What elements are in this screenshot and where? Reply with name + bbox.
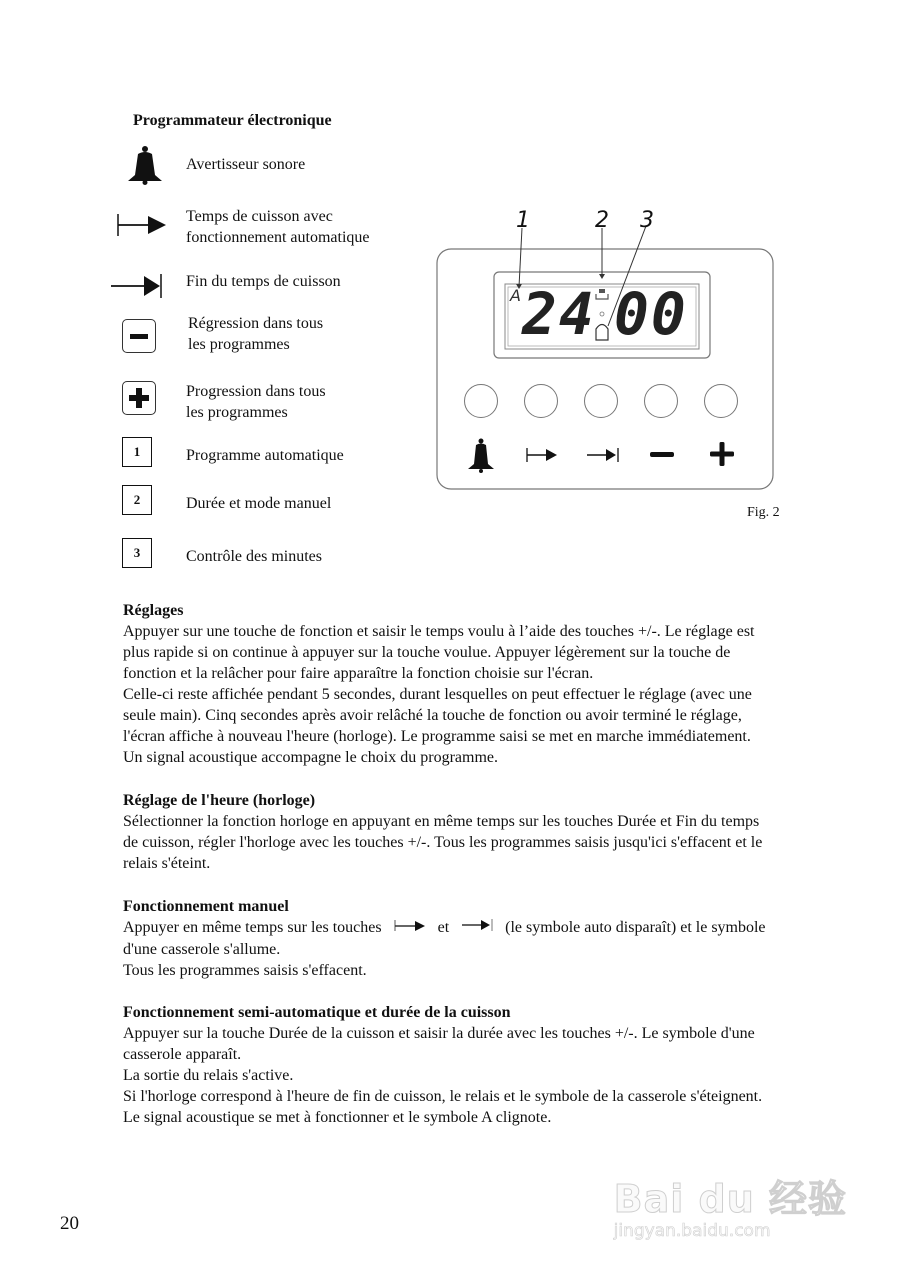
section-heading: Réglages: [123, 602, 184, 619]
legend-item-progression: [186, 381, 326, 423]
legend-item-end-time: Fin du temps de cuisson: [186, 273, 341, 290]
paragraph-line: La sortie du relais s'active.: [123, 1067, 294, 1084]
display-auto-indicator: A: [510, 286, 521, 305]
display-hours: 24: [522, 280, 596, 348]
legend-text-line: les programmes: [188, 336, 290, 353]
paragraph-line: Celle-ci reste affichée pendant 5 secondes, durant lesquelles on peut effectuer le réglage (avec une: [123, 686, 752, 703]
section-heading: Fonctionnement semi-automatique et durée de la cuisson: [123, 1004, 511, 1021]
section-semi-automatic: [123, 1002, 843, 1128]
number-box-1: 1: [122, 437, 152, 467]
minus-button[interactable]: [644, 384, 678, 418]
number-box-3: 3: [122, 538, 152, 568]
minus-key-icon: [122, 319, 156, 353]
minus-icon: [650, 452, 674, 457]
legend-text-line: fonctionnement automatique: [186, 229, 370, 246]
section-settings: [123, 600, 843, 768]
callout-2: 2: [595, 208, 609, 233]
inline-text: Appuyer en même temps sur les touches: [123, 919, 382, 936]
paragraph-line: l'écran affiche à nouveau l'heure (horloge). Le programme saisi se met en marche immédiatement.: [123, 728, 751, 745]
section-clock-setting: [123, 790, 843, 874]
watermark-url: jingyan.baidu.com: [613, 1221, 771, 1241]
legend-item-duration-manual: Durée et mode manuel: [186, 495, 332, 512]
paragraph-line: seule main). Cinq secondes après avoir relâché la touche de fonction ou avoir terminé le réglage,: [123, 707, 742, 724]
paragraph-line: d'une casserole s'allume.: [123, 941, 281, 959]
start-arrow-icon: [526, 445, 560, 470]
callout-1: 1: [516, 208, 530, 233]
legend-item-minute-control: Contrôle des minutes: [186, 548, 322, 565]
legend-text-line: Progression dans tous: [186, 383, 326, 400]
paragraph-line: plus rapide si on continue à appuyer sur la touche voulue. Appuyer légèrement sur la touche de: [123, 644, 731, 661]
paragraph-line: Le signal acoustique se met à fonctionner et le symbole A clignote.: [123, 1109, 552, 1126]
paragraph-line: relais s'éteint.: [123, 855, 211, 872]
end-arrow-icon: [110, 271, 164, 306]
legend-item-auto-program: Programme automatique: [186, 447, 344, 464]
watermark: [614, 1168, 847, 1241]
legend-item-alarm: Avertisseur sonore: [186, 156, 306, 173]
figure-caption: Fig. 2: [747, 505, 780, 520]
end-arrow-icon: [461, 917, 495, 939]
section-heading: Réglage de l'heure (horloge): [123, 792, 316, 809]
control-panel-figure: [430, 200, 790, 500]
legend-item-regression: [188, 313, 323, 355]
section-heading: Fonctionnement manuel: [123, 898, 289, 915]
bell-icon: [466, 438, 496, 479]
paragraph-line: Appuyer sur la touche Durée de la cuisson et saisir la durée avec les touches +/-. Le symbole d'une: [123, 1025, 755, 1042]
paragraph-line: Sélectionner la fonction horloge en appuyant en même temps sur les touches Durée et Fin du temps: [123, 813, 760, 830]
legend-item-auto-cooking: [186, 206, 370, 248]
legend-text-line: Temps de cuisson avec: [186, 208, 333, 225]
alarm-button[interactable]: [464, 384, 498, 418]
plus-button[interactable]: [704, 384, 738, 418]
duration-button[interactable]: [524, 384, 558, 418]
display-minutes: 00: [614, 280, 688, 348]
start-arrow-icon: [116, 210, 168, 245]
paragraph-line: de cuisson, régler l'horloge avec les touches +/-. Tous les programmes saisis jusqu'ici s'effacent et le: [123, 834, 763, 851]
paragraph-line: casserole apparaît.: [123, 1046, 242, 1063]
inline-text: (le symbole auto disparaît) et le symbole: [505, 919, 766, 936]
paragraph-line: Appuyer sur une touche de fonction et saisir le temps voulu à l’aide des touches +/-. Le réglage est: [123, 623, 755, 640]
inline-text: et: [437, 919, 450, 936]
bell-icon: [126, 145, 164, 190]
paragraph-line: Tous les programmes saisis s'effacent.: [123, 962, 367, 980]
paragraph-line: Si l'horloge correspond à l'heure de fin de cuisson, le relais et le symbole de la casserole s'éteignent.: [123, 1088, 763, 1105]
plus-icon: [710, 442, 734, 471]
section-manual-operation: [123, 896, 843, 981]
legend-text-line: Régression dans tous: [188, 315, 324, 332]
page-number: 20: [60, 1213, 79, 1234]
paragraph-line: fonction et la relâcher pour faire apparaître la fonction choisie sur l'écran.: [123, 665, 594, 682]
paragraph-line: [123, 917, 843, 939]
end-time-button[interactable]: [584, 384, 618, 418]
callout-3: 3: [640, 208, 654, 233]
page-title: Programmateur électronique: [133, 112, 332, 129]
plus-key-icon: [122, 381, 156, 415]
start-arrow-icon: [394, 917, 428, 939]
paragraph-line: Un signal acoustique accompagne le choix du programme.: [123, 749, 498, 766]
number-box-2: 2: [122, 485, 152, 515]
end-arrow-icon: [586, 445, 620, 470]
watermark-logo: Bai du 经验: [613, 1177, 847, 1221]
legend-text-line: les programmes: [186, 404, 288, 421]
